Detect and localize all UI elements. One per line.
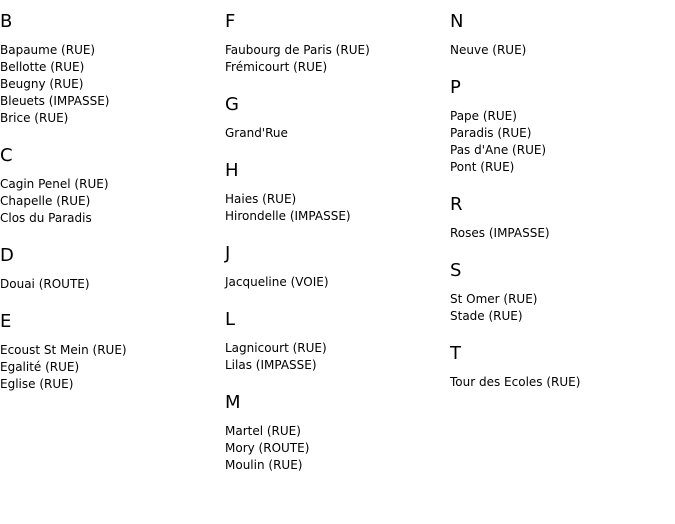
street-list (0, 176, 225, 227)
street-list (0, 276, 225, 293)
street-list (225, 340, 450, 374)
street-name: Brice (RUE) (0, 111, 69, 125)
street-name: Pas d'Ane (RUE) (450, 143, 547, 157)
letter-section (225, 243, 450, 291)
letter-section (450, 194, 675, 242)
letter-section (0, 145, 225, 227)
street-list (450, 42, 675, 59)
street-list (450, 291, 675, 325)
street-name: Eglise (RUE) (0, 377, 74, 391)
street-name: Bleuets (IMPASSE) (0, 94, 110, 108)
letter-heading: S (450, 260, 462, 281)
street-name: Chapelle (RUE) (0, 194, 91, 208)
street-index-column-3 (450, 0, 675, 391)
street-name: Cagin Penel (RUE) (0, 177, 109, 191)
letter-section (0, 245, 225, 293)
street-name: Moulin (RUE) (225, 458, 303, 472)
street-name: Neuve (RUE) (450, 43, 527, 57)
street-name: Paradis (RUE) (450, 126, 532, 140)
street-name: Stade (RUE) (450, 309, 523, 323)
letter-section (450, 343, 675, 391)
street-name: Egalité (RUE) (0, 360, 80, 374)
street-list (0, 42, 225, 127)
street-name: Roses (IMPASSE) (450, 226, 550, 240)
letter-heading: L (225, 309, 236, 330)
letter-section (225, 160, 450, 225)
street-name: Faubourg de Paris (RUE) (225, 43, 370, 57)
letter-section (225, 392, 450, 474)
street-name: Bapaume (RUE) (0, 43, 96, 57)
street-name: Jacqueline (VOIE) (225, 275, 329, 289)
letter-section (225, 11, 450, 76)
street-list (225, 125, 450, 142)
street-list (225, 423, 450, 474)
letter-heading: B (0, 11, 13, 32)
street-name: Lagnicourt (RUE) (225, 341, 327, 355)
street-list (225, 274, 450, 291)
letter-heading: C (0, 145, 13, 166)
street-name: Hirondelle (IMPASSE) (225, 209, 351, 223)
street-name: Pont (RUE) (450, 160, 515, 174)
street-name: Bellotte (RUE) (0, 60, 85, 74)
letter-heading: T (450, 343, 461, 364)
street-name: Martel (RUE) (225, 424, 301, 438)
letter-section (225, 309, 450, 374)
street-list (0, 342, 225, 393)
street-name: Douai (ROUTE) (0, 277, 90, 291)
letter-heading: D (0, 245, 14, 266)
street-name: Ecoust St Mein (RUE) (0, 343, 127, 357)
letter-section (450, 11, 675, 59)
letter-section (225, 94, 450, 142)
street-name: Pape (RUE) (450, 109, 517, 123)
street-name: Haies (RUE) (225, 192, 297, 206)
letter-heading: N (450, 11, 464, 32)
letter-heading: J (225, 243, 231, 264)
street-list (450, 225, 675, 242)
street-list (450, 374, 675, 391)
street-name: Tour des Ecoles (RUE) (450, 375, 581, 389)
letter-section (450, 77, 675, 176)
street-list (225, 42, 450, 76)
street-name: Mory (ROUTE) (225, 441, 310, 455)
street-name: St Omer (RUE) (450, 292, 538, 306)
letter-heading: G (225, 94, 239, 115)
street-name: Beugny (RUE) (0, 77, 84, 91)
street-name: Grand'Rue (225, 126, 288, 140)
letter-heading: H (225, 160, 239, 181)
letter-heading: M (225, 392, 241, 413)
street-list (225, 191, 450, 225)
street-name: Lilas (IMPASSE) (225, 358, 317, 372)
letter-section (0, 311, 225, 393)
street-index-column-1 (0, 0, 225, 393)
letter-section (0, 11, 225, 127)
street-index-column-2 (225, 0, 450, 474)
letter-heading: E (0, 311, 12, 332)
letter-heading: F (225, 11, 236, 32)
letter-section (450, 260, 675, 325)
street-name: Clos du Paradis (0, 211, 92, 225)
street-name: Frémicourt (RUE) (225, 60, 328, 74)
letter-heading: R (450, 194, 463, 215)
street-list (450, 108, 675, 176)
letter-heading: P (450, 77, 461, 98)
